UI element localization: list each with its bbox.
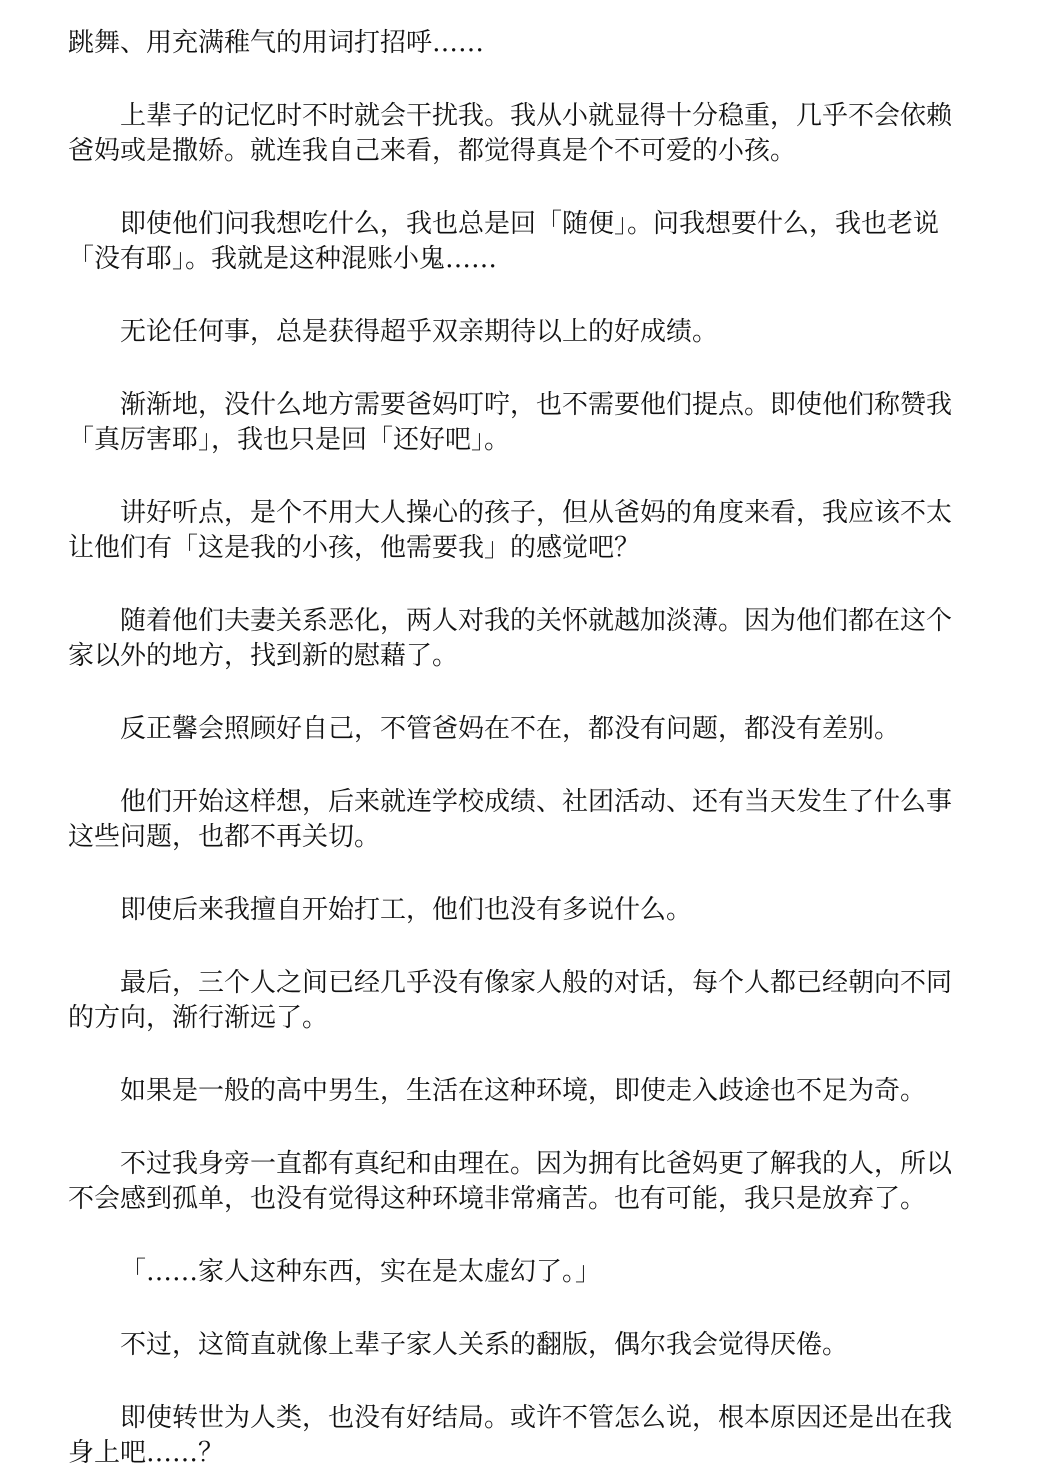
paragraph — [68, 1401, 978, 1471]
text-line: 无论任何事，总是获得超乎双亲期待以上的好成绩。 — [120, 317, 719, 347]
text-line: 身上吧……？ — [68, 1438, 225, 1468]
text-line: 反正馨会照顾好自己，不管爸妈在不在，都没有问题，都没有差别。 — [120, 714, 901, 744]
paragraph — [68, 893, 978, 928]
paragraph — [68, 712, 978, 747]
paragraph — [68, 1255, 978, 1290]
text-line: 即使转世为人类，也没有好结局。或许不管怎么说，根本原因还是出在我 — [120, 1403, 953, 1433]
paragraph — [68, 785, 978, 855]
text-line: 上辈子的记忆时不时就会干扰我。我从小就显得十分稳重，几乎不会依赖 — [120, 101, 953, 131]
text-line: 最后，三个人之间已经几乎没有像家人般的对话，每个人都已经朝向不同 — [120, 968, 953, 998]
paragraph — [68, 99, 978, 169]
paragraph — [68, 26, 978, 61]
text-line: 如果是一般的高中男生，生活在这种环境，即使走入歧途也不足为奇。 — [120, 1076, 927, 1106]
paragraph — [68, 388, 978, 458]
text-line: 随着他们夫妻关系恶化，两人对我的关怀就越加淡薄。因为他们都在这个 — [120, 606, 953, 636]
text-line: 家以外的地方，找到新的慰藉了。 — [68, 641, 459, 671]
paragraph — [68, 966, 978, 1036]
text-line: 不会感到孤单，也没有觉得这种环境非常痛苦。也有可能，我只是放弃了。 — [68, 1184, 927, 1214]
text-line: 爸妈或是撒娇。就连我自己来看，都觉得真是个不可爱的小孩。 — [68, 136, 797, 166]
text-line: 「真厉害耶」，我也只是回「还好吧」。 — [68, 425, 511, 455]
paragraph — [68, 604, 978, 674]
text-line: 讲好听点，是个不用大人操心的孩子，但从爸妈的角度来看，我应该不太 — [120, 498, 953, 528]
text-line: 渐渐地，没什么地方需要爸妈叮咛，也不需要他们提点。即使他们称赞我 — [120, 390, 953, 420]
text-line: 「……家人这种东西，实在是太虚幻了。」 — [120, 1257, 602, 1287]
paragraph — [68, 1147, 978, 1217]
paragraph — [68, 207, 978, 277]
text-line: 即使后来我擅自开始打工，他们也没有多说什么。 — [120, 895, 693, 925]
text-line: 不过我身旁一直都有真纪和由理在。因为拥有比爸妈更了解我的人，所以 — [120, 1149, 953, 1179]
paragraph — [68, 496, 978, 566]
text-line: 不过，这简直就像上辈子家人关系的翻版，偶尔我会觉得厌倦。 — [120, 1330, 849, 1360]
text-line: 这些问题，也都不再关切。 — [68, 822, 381, 852]
text-line: 他们开始这样想，后来就连学校成绩、社团活动、还有当天发生了什么事 — [120, 787, 953, 817]
text-line: 的方向，渐行渐远了。 — [68, 1003, 329, 1033]
text-line: 「没有耶」。我就是这种混账小鬼…… — [68, 244, 498, 274]
text-line: 让他们有「这是我的小孩，他需要我」的感觉吧？ — [68, 533, 641, 563]
paragraph — [68, 315, 978, 350]
text-line: 即使他们问我想吃什么，我也总是回「随便」。问我想要什么，我也老说 — [120, 209, 940, 239]
paragraph — [68, 1074, 978, 1109]
text-line: 跳舞、用充满稚气的用词打招呼…… — [68, 28, 485, 58]
paragraph — [68, 1328, 978, 1363]
